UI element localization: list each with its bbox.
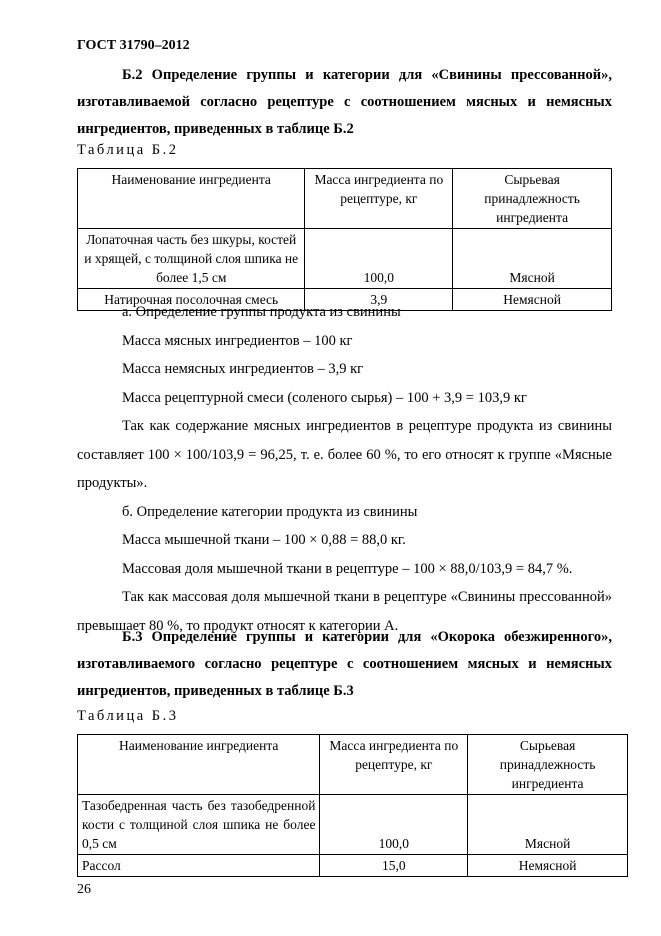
mass-cell: 15,0 xyxy=(320,855,468,877)
ingredient-name-cell: Рассол xyxy=(78,855,320,877)
column-header: Сырьевая принадлежность ингредиента xyxy=(468,735,628,795)
table-row xyxy=(78,229,612,289)
table-b2 xyxy=(77,168,612,311)
paragraph: Масса рецептурной смеси (соленого сырья) – 100 + 3,9 = 103,9 кг xyxy=(122,389,527,406)
table-row xyxy=(78,855,628,877)
page-number: 26 xyxy=(77,882,91,897)
column-header: Сырьевая принадлежность ингредиента xyxy=(453,169,612,229)
raw-type-cell: Немясной xyxy=(453,289,612,311)
table-header-row xyxy=(78,169,612,229)
paragraph: Масса мышечной ткани – 100 × 0,88 = 88,0 кг. xyxy=(122,532,406,548)
paragraph: б. Определение категории продукта из свинины xyxy=(122,503,418,520)
section-b2-heading: Б.2 Определение группы и категории для «Свинины прессованной», изготавливаемой согласно рецептуре с соотношением мясных и немясных ингредиентов, приведенных в таблице Б.2 xyxy=(77,67,612,137)
column-header: Наименование ингредиента xyxy=(78,735,320,795)
table-row xyxy=(78,795,628,855)
ingredient-name-cell: Тазобедренная часть без тазобедренной кости с толщиной слоя шпика не более 0,5 см xyxy=(78,795,320,855)
raw-type-cell: Мясной xyxy=(468,795,628,855)
column-header: Наименование ингредиента xyxy=(78,169,305,229)
ingredient-name-cell: Натирочная посолочная смесь xyxy=(78,289,305,311)
raw-type-cell: Мясной xyxy=(453,229,612,289)
section-b3-heading: Б.3 Определение группы и категории для «Окорока обезжиренного», изготавливаемого согласно рецептуре с соотношением мясных и немясных ингредиентов, приведенных в таблице Б.3 xyxy=(77,629,612,699)
raw-type-cell: Немясной xyxy=(468,855,628,877)
paragraph: Массовая доля мышечной ткани в рецептуре – 100 × 88,0/103,9 = 84,7 %. xyxy=(122,560,573,577)
section-b2-body xyxy=(77,298,612,640)
paragraph: Так как массовая доля мышечной ткани в рецептуре «Свинины прессованной» превышает 80 %, то продукт относят к категории А. xyxy=(77,589,612,634)
column-header: Масса ингредиента по рецептуре, кг xyxy=(305,169,453,229)
table-b2-caption: Таблица Б.2 xyxy=(77,142,179,158)
table-b3-caption: Таблица Б.3 xyxy=(77,708,179,724)
ingredient-name-cell: Лопаточная часть без шкуры, костей и хрящей, с толщиной слоя шпика не более 1,5 см xyxy=(78,229,305,289)
table-b3 xyxy=(77,734,628,877)
paragraph: Масса немясных ингредиентов – 3,9 кг xyxy=(122,361,364,377)
document-header: ГОСТ 31790–2012 xyxy=(77,38,190,53)
table-header-row xyxy=(78,735,628,795)
paragraph: а. Определение группы продукта из свинины xyxy=(122,304,401,320)
mass-cell: 100,0 xyxy=(305,229,453,289)
paragraph: Масса мясных ингредиентов – 100 кг xyxy=(122,332,353,349)
paragraph: Так как содержание мясных ингредиентов в рецептуре продукта из свинины составляет 100 × 100/103,9 = 96,25, т. е. более 60 %, то его относят к группе «Мясные продукты». xyxy=(77,418,612,491)
column-header: Масса ингредиента по рецептуре, кг xyxy=(320,735,468,795)
mass-cell: 3,9 xyxy=(305,289,453,311)
mass-cell: 100,0 xyxy=(320,795,468,855)
